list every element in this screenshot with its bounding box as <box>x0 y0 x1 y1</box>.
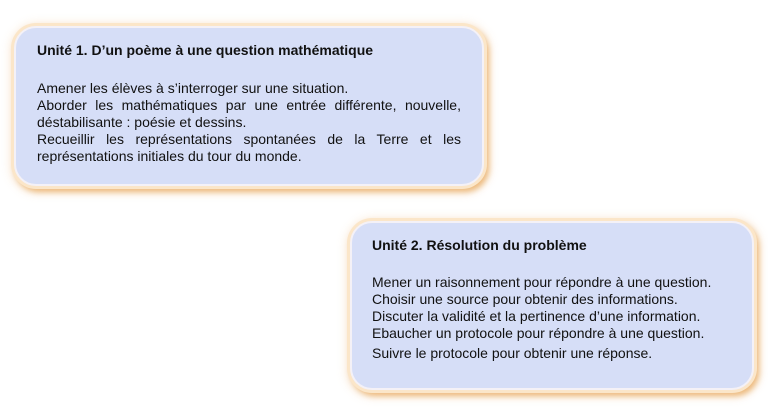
unit-2-line-4: Ebaucher un protocole pour répondre à une question. <box>372 325 705 341</box>
unit-1-title: Unité 1. D’un poème à une question mathématique <box>37 42 374 58</box>
unit-1-card <box>14 26 484 186</box>
unit-2-line-3: Discuter la validité et la pertinence d’une information. <box>372 308 701 324</box>
unit-2-title: Unité 2. Résolution du problème <box>372 237 587 253</box>
unit-2-line-1: Mener un raisonnement pour répondre à une question. <box>372 274 712 290</box>
unit-1-line-1: Amener les élèves à s’interroger sur une situation. <box>37 80 349 96</box>
unit-2-card <box>350 221 754 390</box>
unit-1-line-2: Aborder les mathématiques par une entrée différente, nouvelle, déstabilisante : poésie et dessins. <box>37 97 461 130</box>
unit-2-line-2: Choisir une source pour obtenir des informations. <box>372 291 678 307</box>
unit-2-line-5: Suivre le protocole pour obtenir une réponse. <box>372 345 653 361</box>
unit-1-line-3: Recueillir les représentations spontanées de la Terre et les représentations initiales du tour du monde. <box>37 131 461 164</box>
